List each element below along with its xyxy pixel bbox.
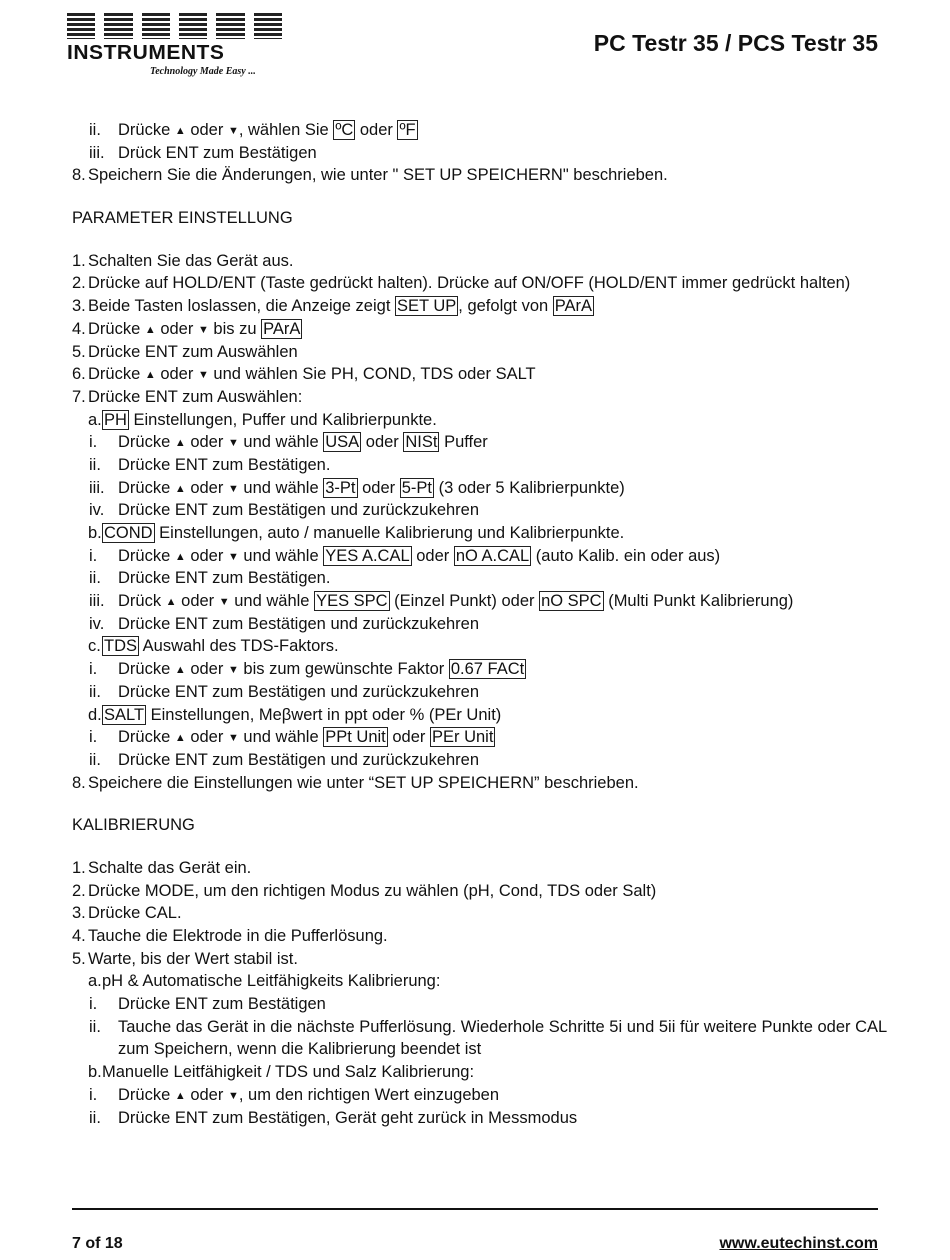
item-text (102, 1061, 474, 1084)
text-run: , wählen Sie (238, 121, 334, 139)
list-item (72, 250, 878, 273)
text-run: Auswahl des TDS-Faktors. (139, 637, 339, 656)
list-item (72, 1084, 878, 1107)
text-run: , um den richtigen Wert einzugeben (238, 1085, 500, 1104)
text-run: Drück ENT zum Bestätigen (118, 143, 317, 162)
item-number: i. (89, 1085, 98, 1104)
text-run: und wähle (238, 546, 324, 565)
item-text (118, 749, 479, 772)
list-item (72, 318, 878, 341)
triangle-down-icon: ▼ (227, 550, 239, 563)
list-item (72, 363, 878, 386)
display-readout: PEr Unit (431, 728, 494, 747)
display-readout: YES SPC (316, 592, 388, 611)
list-item (72, 613, 878, 636)
list-item (72, 1016, 888, 1039)
text-run: Drücke MODE, um den richtigen Modus zu wählen (pH, Cond, TDS oder Salt) (88, 881, 657, 900)
item-number: b. (88, 1063, 102, 1082)
text-run: oder (185, 728, 228, 747)
document-title: PC Testr 35 / PCS Testr 35 (593, 30, 878, 56)
list-item (72, 119, 878, 142)
display-readout: YES A.CAL (325, 546, 410, 565)
item-text (88, 880, 656, 903)
item-number: ii. (89, 569, 101, 588)
item-number: ii. (89, 750, 101, 769)
item-text (102, 522, 624, 545)
text-run: Drücke (88, 365, 145, 384)
list-item (72, 522, 878, 545)
item-text (88, 925, 388, 948)
list-item (72, 1038, 878, 1061)
list-item (72, 970, 878, 993)
text-run: Drücke (118, 728, 175, 747)
item-number: 8. (72, 773, 86, 792)
item-text (102, 970, 440, 993)
item-text (88, 250, 293, 273)
item-text (118, 1016, 887, 1039)
list-item (72, 1061, 878, 1084)
item-text (88, 318, 302, 342)
item-number: i. (89, 728, 98, 747)
list-item (72, 477, 878, 500)
text-run: Speichere die Einstellungen wie unter “SET UP SPEICHERN” beschrieben. (88, 773, 639, 792)
text-run: oder (185, 478, 228, 497)
text-run: Speichern Sie die Änderungen, wie unter " SET UP SPEICHERN" beschrieben. (88, 166, 668, 185)
triangle-up-icon: ▲ (174, 550, 186, 563)
text-run: Drücke ENT zum Auswählen: (88, 387, 303, 406)
text-run: (Einzel Punkt) oder (389, 592, 540, 611)
text-run: Drücke ENT zum Bestätigen und zurückzukehren (118, 750, 480, 769)
paragraph-gap (72, 230, 878, 250)
text-run: oder (387, 728, 430, 747)
text-run: Drücke ENT zum Bestätigen (118, 995, 326, 1014)
paragraph-gap (72, 187, 878, 207)
item-text (88, 363, 536, 387)
item-text (118, 1038, 481, 1061)
display-readout: NISt (405, 433, 438, 452)
text-run: und wählen Sie PH, COND, TDS oder SALT (208, 365, 536, 384)
text-run: Drücke ENT zum Bestätigen und zurückzukehren (118, 501, 480, 520)
list-item (72, 658, 878, 681)
triangle-up-icon: ▲ (144, 369, 156, 382)
triangle-down-icon: ▼ (197, 369, 209, 382)
list-item (72, 704, 878, 727)
item-text (88, 948, 298, 971)
list-item (72, 948, 878, 971)
list-item (72, 295, 878, 318)
item-number: i. (89, 433, 98, 452)
list-item (72, 1107, 878, 1130)
paragraph-gap (72, 794, 878, 814)
text-run: (auto Kalib. ein oder aus) (531, 546, 721, 565)
display-readout: 0.67 FACt (450, 660, 525, 679)
display-readout: SET UP (396, 297, 457, 316)
item-text (118, 545, 720, 569)
item-text (118, 1107, 577, 1130)
item-number: iv. (89, 501, 105, 520)
display-readout: PH (104, 410, 127, 429)
display-readout: ºF (399, 121, 416, 139)
item-text (88, 772, 639, 795)
list-item (72, 772, 878, 795)
item-text (88, 857, 251, 880)
text-run: und wähle (229, 592, 315, 611)
item-number: 4. (72, 319, 86, 338)
text-run: oder (357, 478, 400, 497)
item-text (118, 477, 625, 501)
item-number: 4. (72, 927, 86, 945)
item-number: c. (88, 637, 101, 656)
item-text (102, 409, 437, 432)
text-run: und wähle (238, 433, 324, 452)
item-number: ii. (89, 121, 101, 139)
list-item (72, 726, 878, 749)
triangle-down-icon: ▼ (197, 323, 209, 336)
item-number: 6. (72, 365, 86, 384)
item-text (118, 681, 479, 704)
item-number: 3. (72, 297, 86, 316)
item-text (88, 341, 298, 364)
display-readout: 5-Pt (401, 478, 432, 497)
text-run: Drücke (118, 1085, 175, 1104)
item-number: 1. (72, 251, 86, 270)
section-heading (72, 814, 878, 837)
text-run: zum Speichern, wenn die Kalibrierung beendet ist (118, 1040, 482, 1059)
display-readout: USA (325, 433, 360, 452)
item-number: 7. (72, 387, 86, 406)
item-number: 2. (72, 274, 86, 293)
triangle-down-icon: ▼ (218, 596, 230, 609)
text-run: Drücke (118, 478, 175, 497)
list-item (72, 341, 878, 364)
text-run: oder (355, 121, 398, 139)
item-text (72, 814, 195, 837)
text-run: Einstellungen, auto / manuelle Kalibrierung und Kalibrierpunkte. (154, 524, 625, 542)
item-text (118, 499, 479, 522)
item-text (88, 386, 302, 409)
section-heading (72, 207, 878, 230)
text-run: oder (361, 433, 404, 452)
text-run: oder (185, 660, 228, 679)
text-run: pH & Automatische Leitfähigkeits Kalibrierung: (102, 972, 441, 991)
text-run: Beide Tasten loslassen, die Anzeige zeigt (88, 297, 395, 316)
triangle-up-icon: ▲ (174, 1089, 186, 1102)
item-number: 3. (72, 904, 86, 923)
list-item (72, 749, 878, 772)
text-run: oder (155, 319, 198, 338)
item-text (118, 993, 326, 1016)
triangle-down-icon: ▼ (227, 664, 239, 677)
item-number: ii. (89, 455, 101, 474)
text-run: Puffer (439, 433, 488, 452)
text-run: (3 oder 5 Kalibrierpunkte) (433, 478, 625, 497)
logo-mark (67, 13, 282, 39)
item-text (118, 1084, 499, 1108)
item-number: ii. (89, 682, 101, 701)
text-run: Einstellungen, Puffer und Kalibrierpunkte. (128, 410, 437, 429)
item-text (88, 164, 668, 187)
text-run: KALIBRIERUNG (72, 816, 195, 835)
text-run: Drücke ENT zum Bestätigen. (118, 455, 331, 474)
list-item (72, 272, 878, 295)
item-number: b. (88, 524, 102, 542)
triangle-up-icon: ▲ (174, 437, 186, 450)
item-text (72, 207, 293, 230)
list-item (72, 499, 878, 522)
item-text (118, 613, 479, 636)
item-number: iii. (89, 143, 105, 162)
text-run: oder (411, 546, 454, 565)
text-run: bis zum gewünschte Faktor (238, 660, 449, 679)
triangle-up-icon: ▲ (174, 482, 186, 495)
triangle-down-icon: ▼ (227, 1089, 239, 1102)
logo-word: INSTRUMENTS (67, 42, 225, 64)
list-item (72, 681, 878, 704)
item-text (118, 119, 418, 143)
text-run: oder (176, 592, 219, 611)
text-run: und wähle (238, 728, 324, 747)
list-item (72, 925, 878, 948)
text-run: bis zu (208, 319, 262, 338)
text-run: Drücke ENT zum Auswählen (88, 342, 298, 361)
display-readout: SALT (104, 705, 145, 724)
text-run: Tauche die Elektrode in die Pufferlösung. (88, 927, 388, 945)
list-item (72, 142, 878, 165)
text-run: Drücke (118, 546, 175, 565)
list-item (72, 590, 878, 613)
item-number: i. (89, 995, 98, 1014)
footer-rule (72, 1208, 878, 1210)
list-item (72, 386, 878, 409)
text-run: (Multi Punkt Kalibrierung) (603, 592, 794, 611)
item-text (118, 658, 526, 682)
item-number: ii. (89, 1108, 101, 1127)
list-item (72, 857, 878, 880)
text-run: Manuelle Leitfähigkeit / TDS und Salz Kalibrierung: (102, 1063, 475, 1082)
item-text (118, 454, 330, 477)
triangle-down-icon: ▼ (227, 437, 239, 450)
manual-content (72, 119, 888, 1129)
display-readout: 3-Pt (325, 478, 356, 497)
triangle-up-icon: ▲ (174, 664, 186, 677)
item-number: iii. (89, 592, 105, 611)
text-run: Drücke ENT zum Bestätigen und zurückzukehren (118, 682, 480, 701)
item-text (118, 590, 793, 614)
text-run: oder (185, 546, 228, 565)
item-text (118, 726, 495, 750)
item-number: i. (89, 546, 98, 565)
item-text (102, 635, 339, 658)
item-number: i. (89, 660, 98, 679)
item-number: a. (88, 410, 102, 429)
text-run: Einstellungen, Meβwert in ppt oder % (PEr Unit) (146, 705, 502, 724)
text-run: oder (155, 365, 198, 384)
triangle-down-icon: ▼ (227, 482, 239, 495)
text-run: Drücke ENT zum Bestätigen. (118, 569, 331, 588)
text-run: Drücke (118, 660, 175, 679)
item-text (102, 704, 501, 727)
list-item (72, 902, 878, 925)
website-link[interactable]: www.eutechinst.com (719, 1235, 878, 1252)
display-readout: ºC (335, 121, 354, 139)
text-run: Drücke (118, 433, 175, 452)
list-item (72, 993, 878, 1016)
display-readout: COND (104, 524, 153, 542)
list-item (72, 545, 878, 568)
list-item (72, 454, 878, 477)
paragraph-gap (72, 837, 878, 857)
item-number: 8. (72, 166, 86, 185)
text-run: Drücke auf HOLD/ENT (Taste gedrückt halten). Drücke auf ON/OFF (HOLD/ENT immer gedrückt halten) (88, 274, 851, 293)
triangle-up-icon: ▲ (174, 125, 186, 137)
list-item (72, 567, 878, 590)
text-run: Drück (118, 592, 166, 611)
text-run: Drücke ENT zum Bestätigen, Gerät geht zurück in Messmodus (118, 1108, 578, 1127)
text-run: PARAMETER EINSTELLUNG (72, 209, 293, 228)
text-run: , gefolgt von (458, 297, 553, 316)
list-item (72, 409, 878, 432)
item-text (88, 272, 850, 295)
text-run: Tauche das Gerät in die nächste Pufferlösung. Wiederhole Schritte 5i und 5ii für weitere Punkte oder CAL (118, 1017, 888, 1036)
item-number: 5. (72, 949, 86, 968)
item-number: ii. (89, 1017, 101, 1036)
text-run: Drücke (118, 121, 175, 139)
text-run: oder (185, 121, 228, 139)
display-readout: PArA (554, 297, 593, 316)
display-readout: nO A.CAL (455, 546, 530, 565)
item-text (88, 295, 594, 318)
text-run: und wähle (238, 478, 324, 497)
text-run: Drücke CAL. (88, 904, 182, 923)
text-run: Drücke (88, 319, 145, 338)
item-number: iv. (89, 614, 105, 633)
display-readout: PPt Unit (325, 728, 386, 747)
triangle-up-icon: ▲ (144, 323, 156, 336)
display-readout: nO SPC (541, 592, 602, 611)
item-text (118, 431, 488, 455)
display-readout: PArA (263, 319, 301, 338)
item-text (88, 902, 182, 925)
page-number: 7 of 18 (72, 1235, 123, 1252)
text-run: Schalte das Gerät ein. (88, 858, 252, 877)
display-readout: TDS (104, 637, 137, 656)
list-item (72, 164, 878, 187)
item-number: 5. (72, 342, 86, 361)
text-run: oder (185, 1085, 228, 1104)
text-run: Drücke ENT zum Bestätigen und zurückzukehren (118, 614, 480, 633)
item-text (118, 567, 330, 590)
item-number: iii. (89, 478, 105, 497)
triangle-up-icon: ▲ (174, 732, 186, 745)
item-number: 2. (72, 881, 86, 900)
text-run: Warte, bis der Wert stabil ist. (88, 949, 298, 968)
item-number: 1. (72, 858, 86, 877)
item-number: a. (88, 972, 102, 991)
triangle-down-icon: ▼ (227, 125, 239, 137)
item-text (118, 142, 317, 165)
list-item (72, 431, 878, 454)
company-logo (67, 13, 282, 77)
triangle-down-icon: ▼ (227, 732, 239, 745)
triangle-up-icon: ▲ (165, 596, 177, 609)
item-number: d. (88, 705, 102, 724)
text-run: Schalten Sie das Gerät aus. (88, 251, 294, 270)
text-run: oder (185, 433, 228, 452)
logo-tagline: Technology Made Easy ... (150, 66, 256, 77)
list-item (72, 635, 878, 658)
list-item (72, 880, 878, 903)
